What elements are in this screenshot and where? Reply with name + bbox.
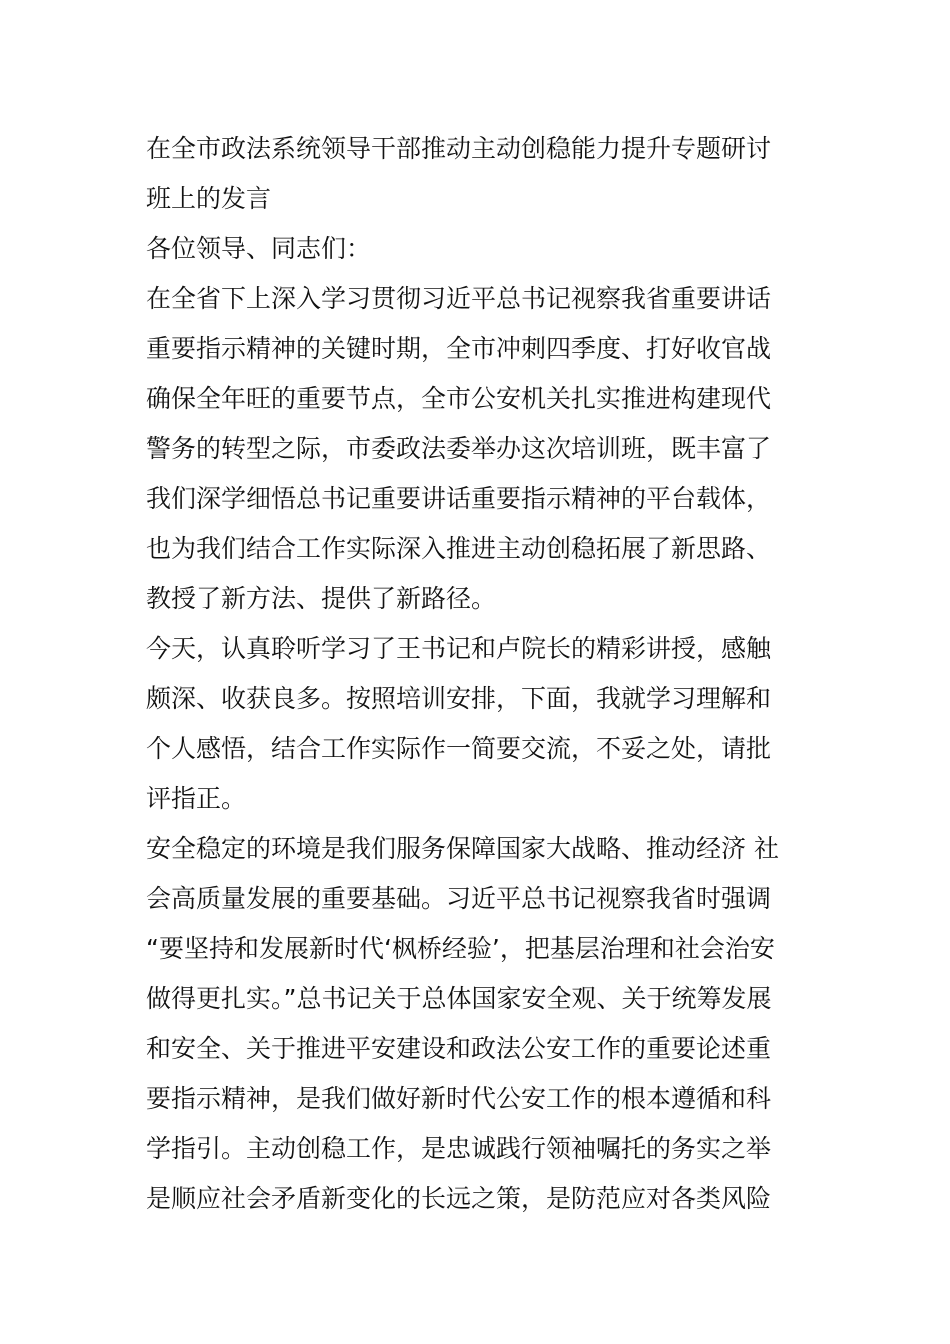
body-line: 个人感悟，结合工作实际作一简要交流，不妥之处，请批	[146, 734, 772, 763]
body-line: 学指引。主动创稳工作，是忠诚践行领袖嘱托的务实之举	[146, 1134, 772, 1163]
body-line: “要坚持和发展新时代‘枫桥经验’，把基层治理和社会治安	[146, 934, 775, 963]
body-line: 在全省下上深入学习贯彻习近平总书记视察我省重要讲话	[146, 284, 772, 313]
body-line: 做得更扎实。”总书记关于总体国家安全观、关于统筹发展	[146, 984, 772, 1013]
body-line: 评指正。	[146, 784, 247, 813]
body-line: 会高质量发展的重要基础。习近平总书记视察我省时强调	[146, 884, 772, 913]
body-line: 安全稳定的环境是我们服务保障国家大战略、推动经济 社	[146, 834, 779, 863]
body-line: 颇深、收获良多。按照培训安排，下面，我就学习理解和	[146, 684, 772, 713]
title-line: 在全市政法系统领导干部推动主动创稳能力提升专题研讨	[146, 134, 772, 163]
body-line: 也为我们结合工作实际深入推进主动创稳拓展了新思路、	[146, 534, 772, 563]
body-line: 今天，认真聆听学习了王书记和卢院长的精彩讲授，感触	[146, 634, 772, 663]
document-title	[146, 124, 811, 224]
body-line: 是顺应社会矛盾新变化的长远之策，是防范应对各类风险	[146, 1184, 772, 1213]
title-line: 班上的发言	[146, 184, 272, 213]
body-line: 教授了新方法、提供了新路径。	[146, 584, 497, 613]
body-line: 确保全年旺的重要节点，全市公安机关扎实推进构建现代	[146, 384, 772, 413]
body-line: 我们深学细悟总书记重要讲话重要指示精神的平台载体，	[146, 484, 772, 513]
body-line: 要指示精神，是我们做好新时代公安工作的根本遵循和科	[146, 1084, 772, 1113]
document-body	[146, 224, 811, 1224]
body-line: 警务的转型之际，市委政法委举办这次培训班，既丰富了	[146, 434, 772, 463]
body-line: 和安全、关于推进平安建设和政法公安工作的重要论述重	[146, 1034, 772, 1063]
body-line: 重要指示精神的关键时期，全市冲刺四季度、打好收官战	[146, 334, 772, 363]
salutation-line: 各位领导、同志们：	[146, 234, 372, 263]
